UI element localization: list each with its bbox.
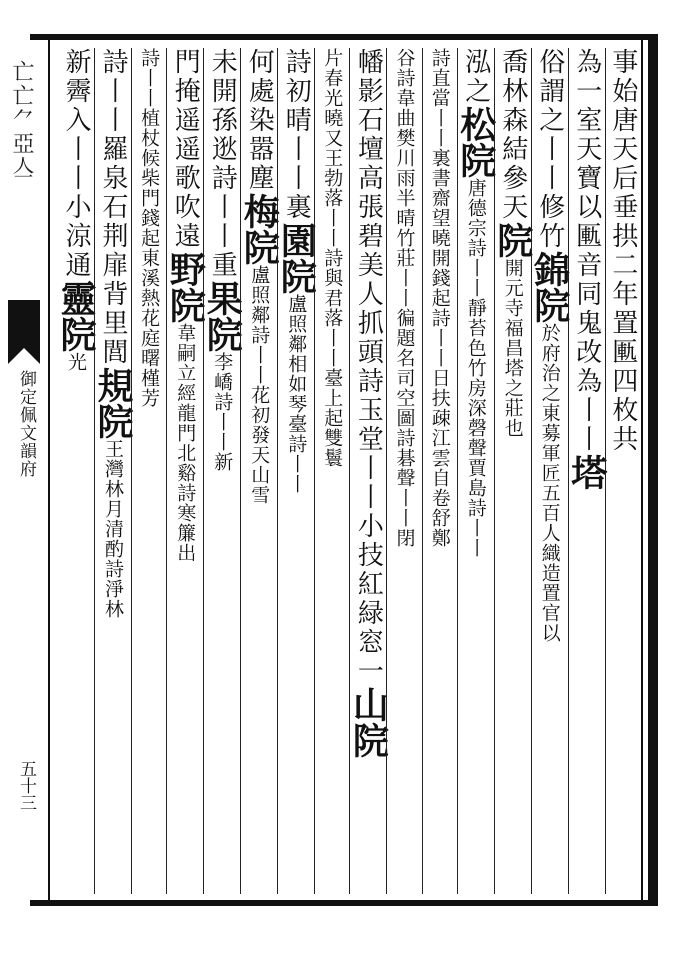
frame-top-rule xyxy=(30,34,658,40)
column-text xyxy=(391,48,417,894)
column-text xyxy=(454,48,497,894)
annotation-text: 詩直當丨丨裏書齋望曉開錢起詩丨丨日扶疎江雲自卷舒鄭 xyxy=(428,48,451,548)
annotation-text: 盧照鄰詩丨丨花初發天山雪 xyxy=(248,265,271,505)
entry-heading: 靈院 xyxy=(54,280,97,352)
text-column xyxy=(605,48,640,894)
column-text xyxy=(164,48,207,894)
column-text xyxy=(528,48,571,894)
center-margin-strip xyxy=(0,40,56,900)
annotation-text: 谷詩韋曲樊川雨半晴竹莊丨丨徧題名司空圖詩碁聲丨丨閉 xyxy=(393,48,416,548)
text-column xyxy=(314,48,349,894)
margin-divider xyxy=(48,40,50,900)
annotation-text: 王灣林月清酌詩淨林 xyxy=(101,439,124,619)
body-text: 事始唐天后垂拱二年置匭四枚共 xyxy=(607,48,638,454)
entry-heading: 野院 xyxy=(164,251,207,323)
text-column xyxy=(528,48,571,894)
text-column xyxy=(275,48,318,894)
text-column xyxy=(54,48,97,894)
column-text xyxy=(91,48,134,894)
annotation-text: 光 xyxy=(64,352,87,372)
text-column xyxy=(131,48,166,894)
entry-heading: 規院 xyxy=(91,367,134,439)
entry-heading: 塔 xyxy=(565,454,608,490)
body-text: 幡影石壇高張碧美人抓頭詩玉堂丨丨小技紅緑窓一 xyxy=(353,48,384,686)
page-number: 五十三 xyxy=(16,760,36,811)
body-text: 俗謂之丨丨修竹 xyxy=(534,48,565,251)
text-column xyxy=(238,48,281,894)
column-text xyxy=(54,48,97,894)
book-title: 御定佩文韻府 xyxy=(16,370,36,478)
body-text: 未開孫逖詩丨丨重 xyxy=(207,48,238,280)
text-column xyxy=(454,48,497,894)
text-column xyxy=(91,48,134,894)
body-text: 詩初晴丨丨裏 xyxy=(281,48,312,222)
body-text: 喬林森結參天 xyxy=(497,48,528,222)
column-text xyxy=(565,48,608,894)
column-text xyxy=(319,48,345,894)
text-column xyxy=(491,48,534,894)
annotation-text: 詩丨丨植杖候柴門錢起東溪熱花庭曙槿芳 xyxy=(138,48,161,408)
column-text xyxy=(201,48,244,894)
body-text: 門掩遥遥歌吹遠 xyxy=(170,48,201,251)
body-text: 泓之 xyxy=(460,48,491,106)
column-text xyxy=(238,48,281,894)
column-text xyxy=(427,48,453,894)
entry-heading: 錦院 xyxy=(528,251,571,323)
annotation-text: 於府治之東募軍匠五百人織造置官以 xyxy=(538,323,561,643)
annotation-text: 盧照鄰相如琴臺詩丨丨 xyxy=(285,294,308,494)
annotation-text: 韋嗣立經龍門北谿詩寒簾出 xyxy=(174,323,197,563)
annotation-text: 李嶠詩丨丨新 xyxy=(211,352,234,472)
text-column xyxy=(201,48,244,894)
column-text xyxy=(607,48,638,894)
column-text xyxy=(275,48,318,894)
frame-right-rule xyxy=(648,34,658,906)
text-column xyxy=(347,48,390,894)
text-column xyxy=(164,48,207,894)
column-text xyxy=(347,48,390,894)
frame-bottom-rule xyxy=(30,900,658,906)
annotation-text: 片春光曉又王勃落丨丨詩與君落丨丨臺上起雙鬟 xyxy=(321,48,344,468)
annotation-text: 開元寺福昌塔之莊也 xyxy=(501,258,524,438)
entry-heading: 山院 xyxy=(347,686,390,758)
entry-heading: 梅院 xyxy=(238,193,281,265)
entry-heading: 園院 xyxy=(275,222,318,294)
facing-page-edge-chars: 亡亡⺈亞亼 xyxy=(9,60,34,180)
frame-inner-right-rule xyxy=(641,40,643,900)
entry-heading: 院 xyxy=(491,222,534,258)
text-columns xyxy=(54,48,640,894)
text-column xyxy=(565,48,608,894)
body-text: 詩丨丨羅泉石荆扉背里閭 xyxy=(97,48,128,367)
text-column xyxy=(422,48,457,894)
entry-heading: 松院 xyxy=(454,106,497,178)
body-text: 何處染嚣塵 xyxy=(244,48,275,193)
column-text xyxy=(491,48,534,894)
text-column xyxy=(386,48,421,894)
column-text xyxy=(136,48,162,894)
fishtail-mark-icon xyxy=(8,300,40,364)
body-text: 新霽入丨丨小涼通 xyxy=(60,48,91,280)
entry-heading: 果院 xyxy=(201,280,244,352)
annotation-text: 唐德宗詩丨丨靜苔色竹房深磬聲賈島詩丨丨 xyxy=(464,178,487,558)
body-text: 為一室天寶以匭音同鬼改為丨丨 xyxy=(571,48,602,454)
